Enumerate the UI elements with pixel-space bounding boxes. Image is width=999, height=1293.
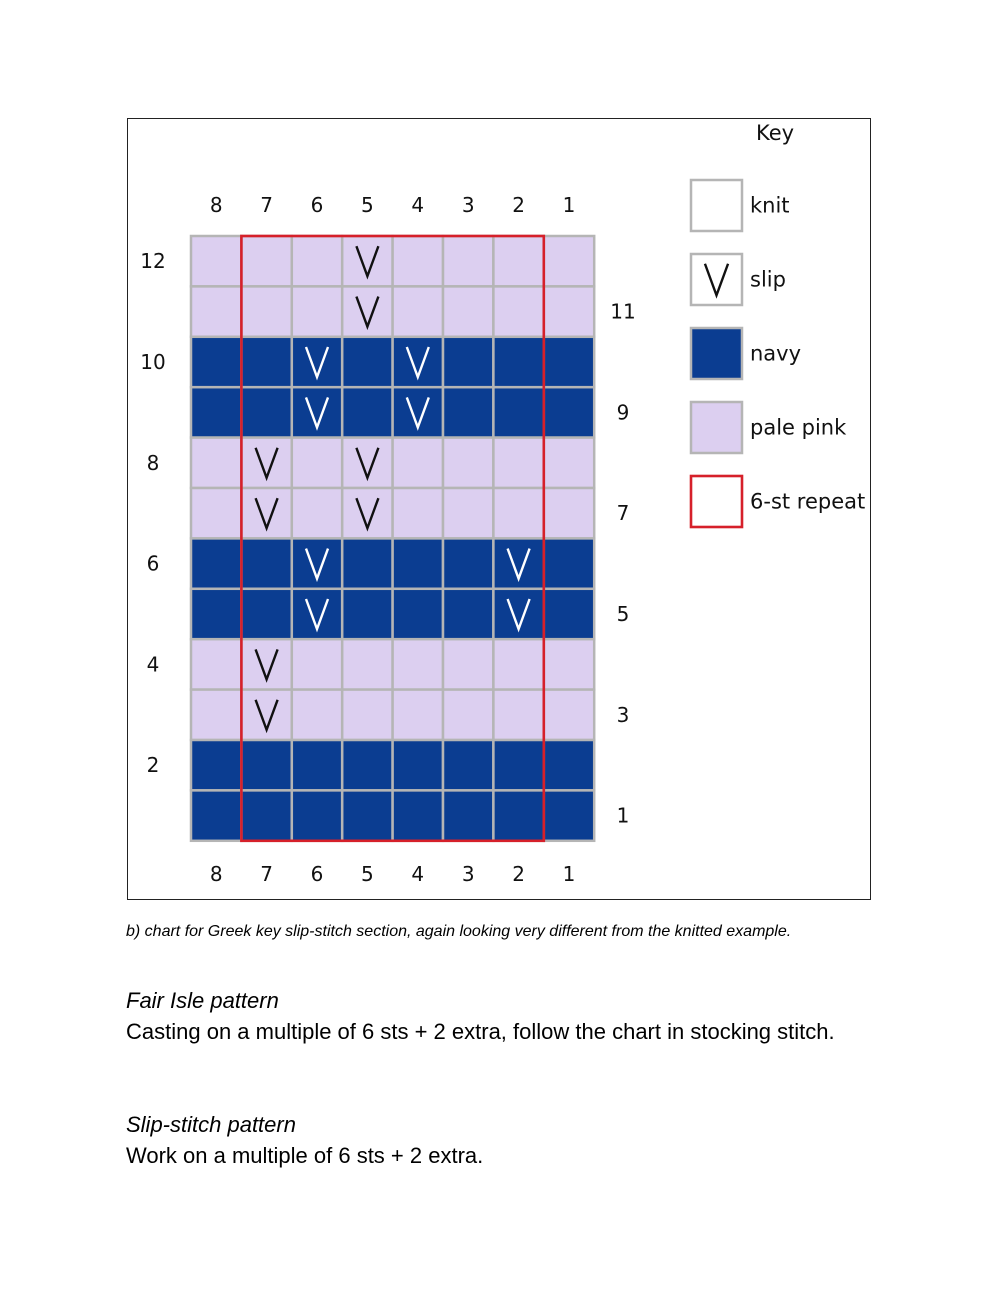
chart-cell xyxy=(292,236,342,286)
chart-cell xyxy=(493,387,543,437)
chart-cell xyxy=(191,639,241,689)
chart-cell xyxy=(191,740,241,790)
chart-cell xyxy=(191,488,241,538)
chart-cell xyxy=(544,488,594,538)
row-label-right: 1 xyxy=(616,803,630,828)
chart-cell xyxy=(443,690,493,740)
chart-cell xyxy=(544,438,594,488)
chart-cell xyxy=(544,740,594,790)
slip-stitch-title: Slip-stitch pattern xyxy=(126,1112,296,1137)
chart-cell xyxy=(342,790,392,840)
chart-cell xyxy=(393,690,443,740)
chart-cell xyxy=(342,589,392,639)
chart-cell xyxy=(191,387,241,437)
fair-isle-body: Casting on a multiple of 6 sts + 2 extra, follow the chart in stocking stitch. xyxy=(126,1019,835,1044)
chart-cell xyxy=(443,639,493,689)
chart-cell xyxy=(393,740,443,790)
chart-cell xyxy=(493,488,543,538)
legend-pink-swatch xyxy=(691,402,742,453)
chart-cell xyxy=(393,438,443,488)
chart-cell xyxy=(241,589,291,639)
chart-cell xyxy=(342,387,392,437)
chart-cell xyxy=(241,790,291,840)
legend-navy-swatch xyxy=(691,328,742,379)
chart-cell xyxy=(443,387,493,437)
chart-cell xyxy=(191,438,241,488)
row-label-right: 9 xyxy=(616,400,630,425)
column-label-bottom: 1 xyxy=(562,861,576,886)
chart-cell xyxy=(292,286,342,336)
chart-cell xyxy=(393,286,443,336)
chart-cell xyxy=(443,538,493,588)
knitting-chart xyxy=(128,119,872,901)
chart-cell xyxy=(443,236,493,286)
chart-cell xyxy=(191,538,241,588)
chart-cell xyxy=(443,337,493,387)
legend-label: 6-st repeat xyxy=(750,489,866,514)
chart-cell xyxy=(342,690,392,740)
row-label-right: 7 xyxy=(616,501,630,526)
legend-knit-box xyxy=(691,180,742,231)
chart-cell xyxy=(191,236,241,286)
chart-cell xyxy=(493,690,543,740)
legend-label: slip xyxy=(750,267,786,292)
chart-cell xyxy=(342,740,392,790)
chart-cell xyxy=(544,790,594,840)
chart-cell xyxy=(443,740,493,790)
column-label-top: 5 xyxy=(361,193,374,217)
chart-cell xyxy=(493,236,543,286)
column-label-bottom: 7 xyxy=(260,861,273,886)
chart-cell xyxy=(191,690,241,740)
row-label-left: 4 xyxy=(146,652,160,677)
chart-cell xyxy=(544,286,594,336)
chart-cell xyxy=(292,790,342,840)
chart-cell xyxy=(191,589,241,639)
chart-frame xyxy=(127,118,871,900)
chart-cell xyxy=(292,690,342,740)
chart-cell xyxy=(544,589,594,639)
chart-cell xyxy=(544,337,594,387)
chart-cell xyxy=(241,236,291,286)
chart-cell xyxy=(493,740,543,790)
chart-cell xyxy=(544,639,594,689)
chart-cell xyxy=(544,690,594,740)
chart-cell xyxy=(342,337,392,387)
chart-cell xyxy=(544,387,594,437)
chart-cell xyxy=(241,387,291,437)
column-label-top: 8 xyxy=(209,193,223,217)
chart-cell xyxy=(544,538,594,588)
slip-stitch-body: Work on a multiple of 6 sts + 2 extra. xyxy=(126,1143,484,1168)
chart-cell xyxy=(191,337,241,387)
row-label-left: 12 xyxy=(140,249,166,274)
chart-cell xyxy=(241,538,291,588)
chart-cell xyxy=(191,790,241,840)
legend-repeat-box xyxy=(691,476,742,527)
fair-isle-title: Fair Isle pattern xyxy=(126,988,279,1013)
chart-cell xyxy=(241,337,291,387)
chart-cell xyxy=(393,589,443,639)
column-label-bottom: 4 xyxy=(411,861,425,886)
chart-cell xyxy=(493,639,543,689)
column-label-bottom: 5 xyxy=(361,861,374,886)
key-title: Key xyxy=(756,121,795,145)
chart-cell xyxy=(393,538,443,588)
column-label-top: 4 xyxy=(411,193,425,217)
chart-cell xyxy=(493,790,543,840)
chart-caption: b) chart for Greek key slip-stitch section, again looking very different from the knitted example. xyxy=(126,923,792,940)
legend-label: knit xyxy=(750,193,790,218)
row-label-left: 6 xyxy=(146,551,160,576)
chart-cell xyxy=(493,286,543,336)
row-label-left: 8 xyxy=(146,450,160,475)
column-label-top: 3 xyxy=(461,193,475,217)
chart-cell xyxy=(292,488,342,538)
legend-label: navy xyxy=(750,341,802,366)
chart-cell xyxy=(493,438,543,488)
chart-cell xyxy=(393,236,443,286)
row-label-left: 10 xyxy=(140,350,166,374)
legend-label: pale pink xyxy=(750,415,847,440)
chart-cell xyxy=(292,639,342,689)
chart-cell xyxy=(443,589,493,639)
chart-cell xyxy=(191,286,241,336)
chart-cell xyxy=(241,740,291,790)
column-label-bottom: 3 xyxy=(461,861,475,886)
chart-cell xyxy=(443,438,493,488)
row-label-right: 11 xyxy=(610,299,636,324)
column-label-top: 7 xyxy=(260,193,273,217)
chart-cell xyxy=(393,488,443,538)
chart-cell xyxy=(493,337,543,387)
chart-cell xyxy=(393,790,443,840)
chart-cell xyxy=(544,236,594,286)
chart-cell xyxy=(342,639,392,689)
column-label-bottom: 2 xyxy=(512,861,525,886)
column-label-top: 2 xyxy=(512,193,525,217)
column-label-bottom: 6 xyxy=(310,861,324,886)
chart-cell xyxy=(443,488,493,538)
chart-cell xyxy=(342,538,392,588)
row-label-left: 2 xyxy=(146,753,160,778)
chart-cell xyxy=(443,286,493,336)
row-label-right: 5 xyxy=(616,602,630,626)
row-label-right: 3 xyxy=(616,702,630,727)
column-label-bottom: 8 xyxy=(209,861,223,886)
column-label-top: 6 xyxy=(310,193,324,217)
chart-cell xyxy=(443,790,493,840)
chart-cell xyxy=(292,740,342,790)
chart-cell xyxy=(292,438,342,488)
chart-cell xyxy=(393,639,443,689)
chart-cell xyxy=(241,286,291,336)
column-label-top: 1 xyxy=(562,193,576,217)
